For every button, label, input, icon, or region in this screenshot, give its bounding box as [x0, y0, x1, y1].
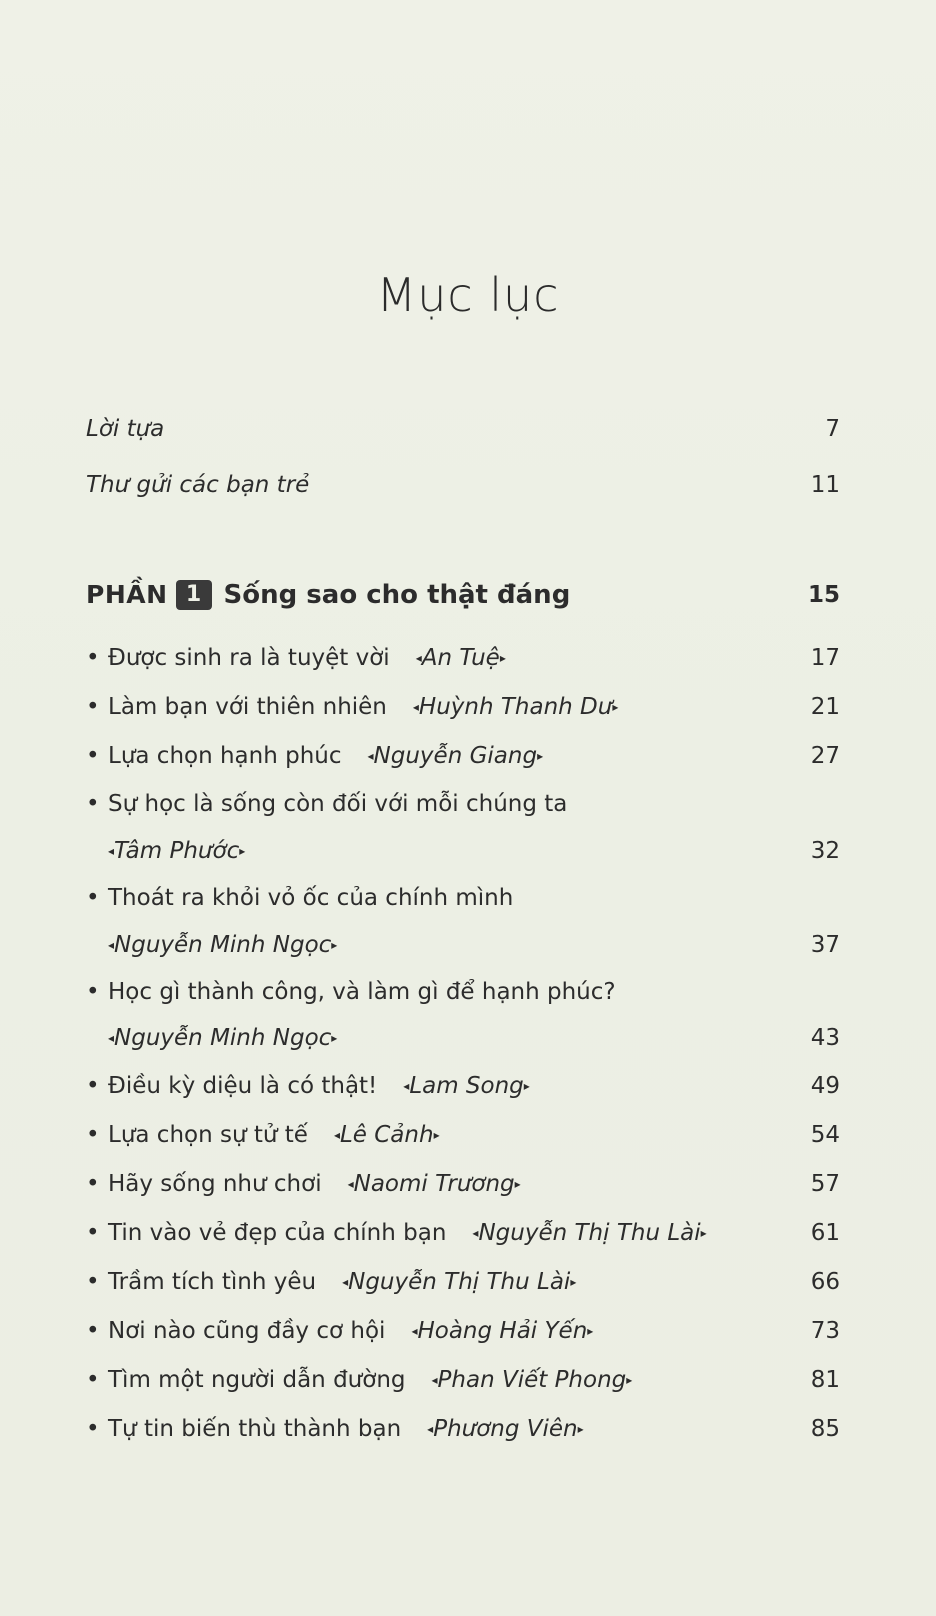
toc-entry-title: Tìm một người dẫn đường: [108, 1367, 406, 1393]
bullet-icon: •: [86, 1269, 100, 1295]
toc-page-number: 57: [810, 1171, 840, 1197]
toc-entry-author: ◂Nguyễn Minh Ngọc▸: [108, 1025, 338, 1051]
bullet-icon: •: [86, 1171, 100, 1197]
toc-page-number: 11: [810, 472, 840, 498]
toc-page-number: 21: [810, 694, 840, 720]
bullet-icon: •: [86, 743, 100, 769]
toc-entry-author: ◂Phương Viên▸: [427, 1416, 584, 1442]
toc-entry-title: Tin vào vẻ đẹp của chính bạn: [108, 1220, 447, 1246]
toc-entry-title: Lựa chọn sự tử tế: [108, 1122, 308, 1148]
part-title: Sống sao cho thật đáng: [223, 580, 571, 610]
toc-page-number: 49: [810, 1073, 840, 1099]
toc-entry-author: ◂Naomi Trương▸: [347, 1171, 521, 1197]
toc-entry-author: ◂Lam Song▸: [403, 1073, 530, 1099]
toc-entry: [86, 1365, 840, 1395]
toc-entry: [86, 1316, 840, 1346]
toc-entry: [86, 1169, 840, 1199]
toc-page-number: 66: [810, 1269, 840, 1295]
toc-entry-title: Thoát ra khỏi vỏ ốc của chính mình: [108, 885, 514, 911]
bullet-icon: •: [86, 1220, 100, 1246]
toc-entry-title: Điều kỳ diệu là có thật!: [108, 1073, 378, 1099]
toc-page-number: 81: [810, 1367, 840, 1393]
part-heading: [86, 578, 840, 612]
toc-entry-title: Nơi nào cũng đầy cơ hội: [108, 1318, 386, 1344]
toc-entry-author: ◂Hoàng Hải Yến▸: [411, 1318, 594, 1344]
toc-entry-title: Học gì thành công, và làm gì để hạnh phúc?: [108, 979, 616, 1005]
toc-entry: [86, 1267, 840, 1297]
toc-entry-author-line: [86, 930, 840, 960]
bullet-icon: •: [86, 645, 100, 671]
toc-entry: [86, 1414, 840, 1444]
toc-page-number: 32: [810, 838, 840, 864]
part-number-badge: 1: [176, 580, 212, 610]
bullet-icon: •: [86, 1416, 100, 1442]
toc-entry-title: Tự tin biến thù thành bạn: [108, 1416, 402, 1442]
toc-page-number: 37: [810, 932, 840, 958]
part-label: PHẦN: [86, 580, 168, 609]
toc-page-number: 54: [810, 1122, 840, 1148]
bullet-icon: •: [86, 979, 100, 1005]
toc-entry: [86, 789, 840, 819]
toc-entry-title: Sự học là sống còn đối với mỗi chúng ta: [108, 791, 568, 817]
toc-entry-title: Được sinh ra là tuyệt vời: [108, 645, 390, 671]
toc-front-entry: [86, 470, 840, 500]
toc-entry-title: Hãy sống như chơi: [108, 1171, 322, 1197]
toc-entry-title: Làm bạn với thiên nhiên: [108, 694, 387, 720]
toc-entry-author: ◂Tâm Phước▸: [108, 838, 246, 864]
toc-entry-title: Trầm tích tình yêu: [108, 1269, 317, 1295]
toc-entry-author-line: [86, 836, 840, 866]
toc-entry-author-line: [86, 1023, 840, 1053]
toc-front-entry: [86, 414, 840, 444]
bullet-icon: •: [86, 1073, 100, 1099]
toc-page-number: 73: [810, 1318, 840, 1344]
toc-entry-title: Lời tựa: [86, 416, 165, 442]
toc-entry-author: ◂Phan Viết Phong▸: [431, 1367, 633, 1393]
bullet-icon: •: [86, 885, 100, 911]
toc-entry: [86, 883, 840, 913]
toc-page-number: 7: [825, 416, 840, 442]
toc-page-number: 27: [810, 743, 840, 769]
toc-entry-author: ◂Nguyễn Thị Thu Lài▸: [342, 1269, 577, 1295]
page-title: Mục lục: [376, 268, 560, 322]
toc-entry-author: ◂Nguyễn Minh Ngọc▸: [108, 932, 338, 958]
bullet-icon: •: [86, 791, 100, 817]
bullet-icon: •: [86, 1318, 100, 1344]
toc-page-number: 15: [807, 582, 840, 608]
toc-entry-author: ◂An Tuệ▸: [415, 645, 506, 671]
toc-entry: [86, 1071, 840, 1101]
toc-entry: [86, 741, 840, 771]
bullet-icon: •: [86, 694, 100, 720]
toc-page-number: 61: [810, 1220, 840, 1246]
toc-entry: [86, 643, 840, 673]
toc-entry-title: Lựa chọn hạnh phúc: [108, 743, 342, 769]
toc-entry-author: ◂Nguyễn Thị Thu Lài▸: [472, 1220, 707, 1246]
toc-entry: [86, 1120, 840, 1150]
toc-entry-author: ◂Huỳnh Thanh Dư▸: [412, 694, 619, 720]
toc-entry: [86, 692, 840, 722]
toc-page-number: 43: [810, 1025, 840, 1051]
toc-entry: [86, 1218, 840, 1248]
toc-page-number: 85: [810, 1416, 840, 1442]
toc-entry-title: Thư gửi các bạn trẻ: [86, 472, 310, 498]
bullet-icon: •: [86, 1122, 100, 1148]
bullet-icon: •: [86, 1367, 100, 1393]
toc-page-number: 17: [810, 645, 840, 671]
toc-entry: [86, 977, 840, 1007]
toc-entry-author: ◂Lê Cảnh▸: [333, 1122, 440, 1148]
toc-entry-author: ◂Nguyễn Giang▸: [367, 743, 544, 769]
